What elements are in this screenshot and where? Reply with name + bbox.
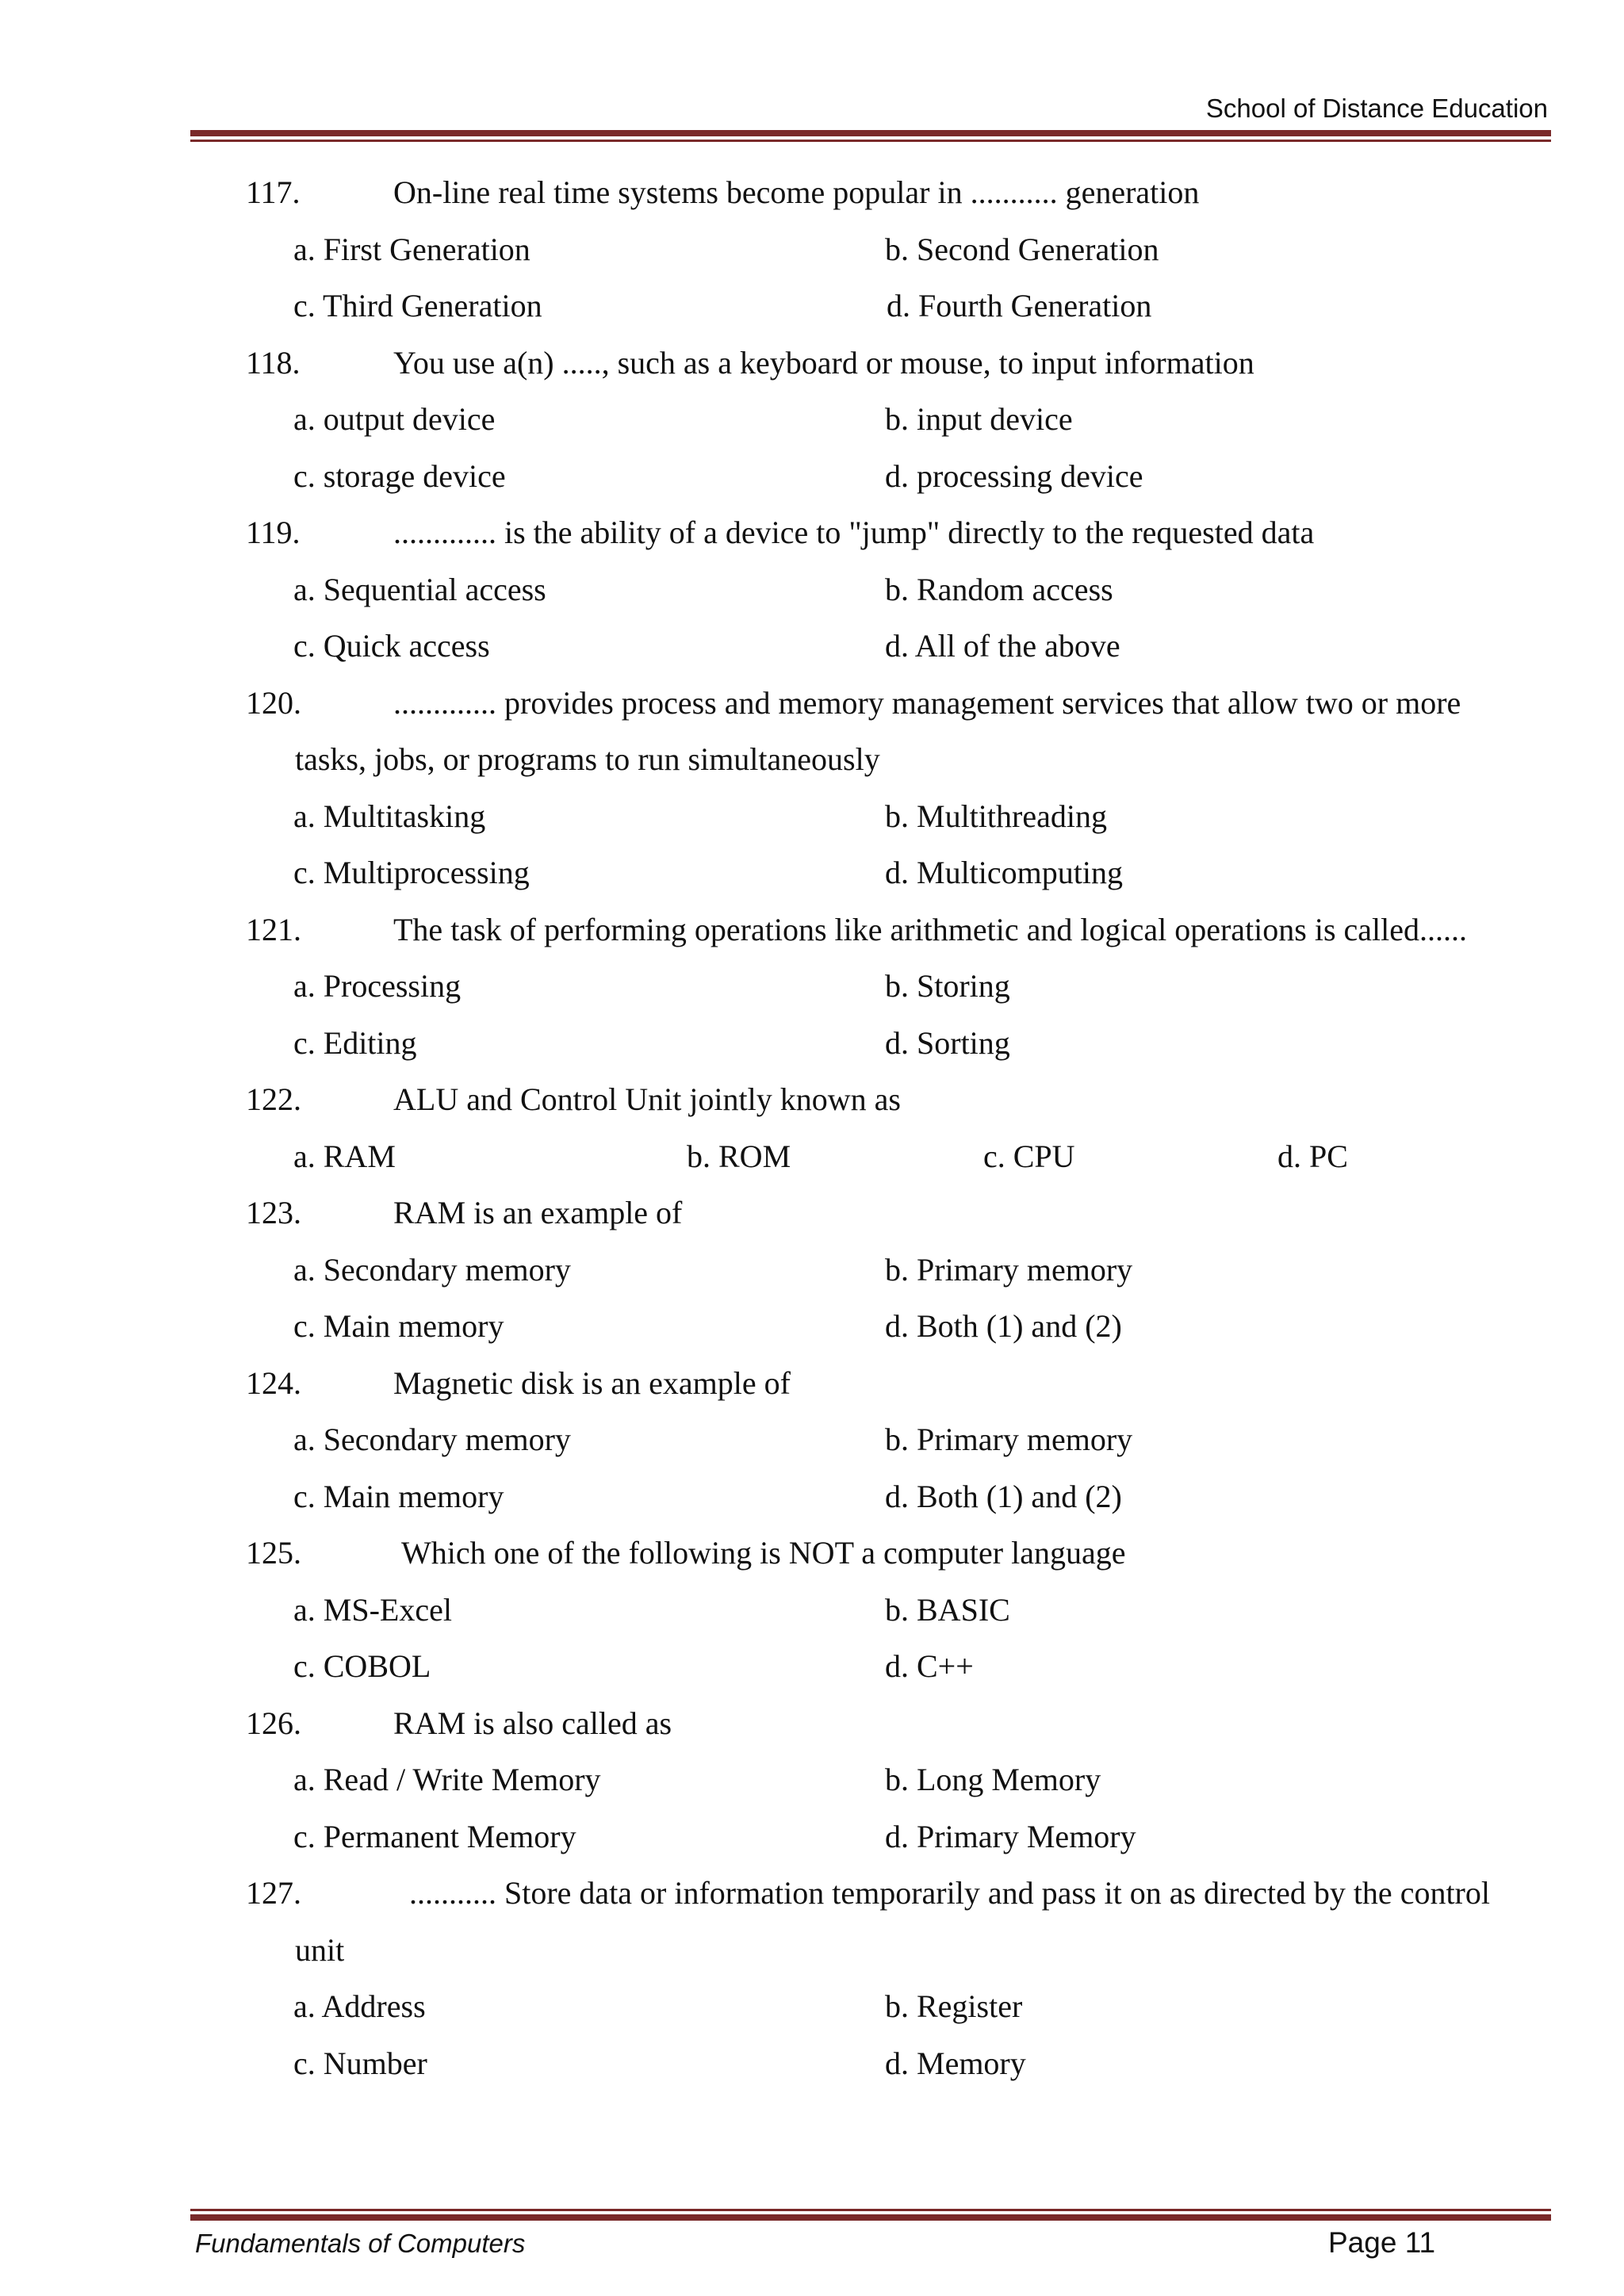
question-119 xyxy=(0,514,1624,571)
option-d: d. Memory xyxy=(885,2045,1026,2081)
option-d: d. processing device xyxy=(885,457,1143,494)
question-number: 118. xyxy=(246,344,301,381)
option-d: d. PC xyxy=(1277,1138,1348,1174)
option-d: d. Both (1) and (2) xyxy=(885,1308,1122,1344)
option-b: b. Primary memory xyxy=(885,1422,1133,1457)
question-117 xyxy=(0,174,1624,231)
option-d: d. C++ xyxy=(885,1648,974,1684)
option-a: a. Read / Write Memory xyxy=(293,1762,601,1797)
question-number: 127. xyxy=(246,1875,301,1911)
question-text: Which one of the following is NOT a computer language xyxy=(401,1535,1126,1571)
question-text: ........... Store data or information temporarily and pass it on as directed by the control xyxy=(409,1875,1490,1911)
option-b: b. input device xyxy=(885,401,1073,437)
option-c: c. Permanent Memory xyxy=(293,1818,576,1854)
question-text: On-line real time systems become popular in ........... generation xyxy=(393,174,1200,210)
question-text: You use a(n) ....., such as a keyboard or mouse, to input information xyxy=(393,344,1254,381)
question-124 xyxy=(0,1364,1624,1422)
question-text: RAM is an example of xyxy=(393,1195,683,1230)
question-127 xyxy=(0,1874,1624,1931)
option-c: c. Number xyxy=(293,2045,427,2081)
option-a: a. Secondary memory xyxy=(293,1422,571,1457)
option-a: a. output device xyxy=(293,401,496,437)
question-text: RAM is also called as xyxy=(393,1705,672,1741)
page-number: Page 11 xyxy=(1328,2226,1436,2259)
footer-course-title: Fundamentals of Computers xyxy=(195,2229,526,2258)
option-b: b. Register xyxy=(885,1988,1023,2024)
question-126 xyxy=(0,1705,1624,1762)
option-c: c. CPU xyxy=(983,1138,1075,1174)
question-text-continued: tasks, jobs, or programs to run simultaneously xyxy=(295,741,880,777)
option-b: b. Second Generation xyxy=(885,231,1159,267)
option-d: d. Multicomputing xyxy=(885,855,1123,890)
option-d: d. Both (1) and (2) xyxy=(885,1478,1122,1514)
option-b: b. ROM xyxy=(687,1138,791,1174)
option-d: d. Fourth Generation xyxy=(887,288,1152,323)
question-text: ALU and Control Unit jointly known as xyxy=(393,1081,901,1117)
option-a: a. RAM xyxy=(293,1138,396,1174)
option-b: b. BASIC xyxy=(885,1591,1010,1628)
question-120 xyxy=(0,684,1624,741)
question-text: ............. provides process and memory management services that allow two or more xyxy=(393,684,1461,721)
option-a: a. Address xyxy=(293,1988,426,2024)
option-c: c. Quick access xyxy=(293,628,490,664)
option-c: c. storage device xyxy=(293,457,506,494)
option-c: c. Editing xyxy=(293,1024,417,1061)
question-number: 124. xyxy=(246,1364,301,1401)
question-number: 121. xyxy=(246,911,301,947)
question-number: 125. xyxy=(246,1535,301,1571)
question-number: 120. xyxy=(246,684,301,721)
option-a: a. First Generation xyxy=(293,231,530,267)
question-text: ............. is the ability of a device to "jump" directly to the requested data xyxy=(393,515,1315,550)
header-rule xyxy=(190,130,1551,142)
question-text-continued: unit xyxy=(295,1931,345,1968)
option-a: a. Secondary memory xyxy=(293,1251,571,1288)
page-header-title: School of Distance Education xyxy=(1205,94,1548,123)
option-a: a. Multitasking xyxy=(293,798,486,834)
option-b: b. Random access xyxy=(885,571,1113,607)
question-text: Magnetic disk is an example of xyxy=(393,1364,791,1401)
footer-rule xyxy=(190,2209,1551,2221)
option-a: a. Sequential access xyxy=(293,571,546,607)
question-number: 117. xyxy=(246,174,301,210)
option-b: b. Storing xyxy=(885,968,1010,1004)
question-text: The task of performing operations like arithmetic and logical operations is called...... xyxy=(393,911,1468,947)
option-c: c. COBOL xyxy=(293,1648,431,1684)
option-c: c. Third Generation xyxy=(293,288,542,323)
option-b: b. Multithreading xyxy=(885,798,1107,834)
option-d: d. All of the above xyxy=(885,628,1120,664)
option-c: c. Multiprocessing xyxy=(293,855,530,890)
option-a: a. Processing xyxy=(293,968,462,1004)
question-number: 126. xyxy=(246,1705,301,1741)
question-number: 123. xyxy=(246,1195,301,1230)
question-118 xyxy=(0,344,1624,401)
question-121 xyxy=(0,911,1624,968)
option-d: d. Primary Memory xyxy=(885,1818,1136,1854)
question-list xyxy=(0,174,1624,2101)
option-b: b. Primary memory xyxy=(885,1251,1133,1288)
option-d: d. Sorting xyxy=(885,1024,1010,1061)
question-number: 119. xyxy=(246,515,301,550)
question-123 xyxy=(0,1194,1624,1251)
option-c: c. Main memory xyxy=(293,1308,504,1344)
option-b: b. Long Memory xyxy=(885,1762,1101,1797)
option-a: a. MS-Excel xyxy=(293,1591,452,1628)
option-c: c. Main memory xyxy=(293,1478,504,1514)
question-number: 122. xyxy=(246,1081,301,1117)
question-125 xyxy=(0,1534,1624,1591)
question-122 xyxy=(0,1081,1624,1138)
